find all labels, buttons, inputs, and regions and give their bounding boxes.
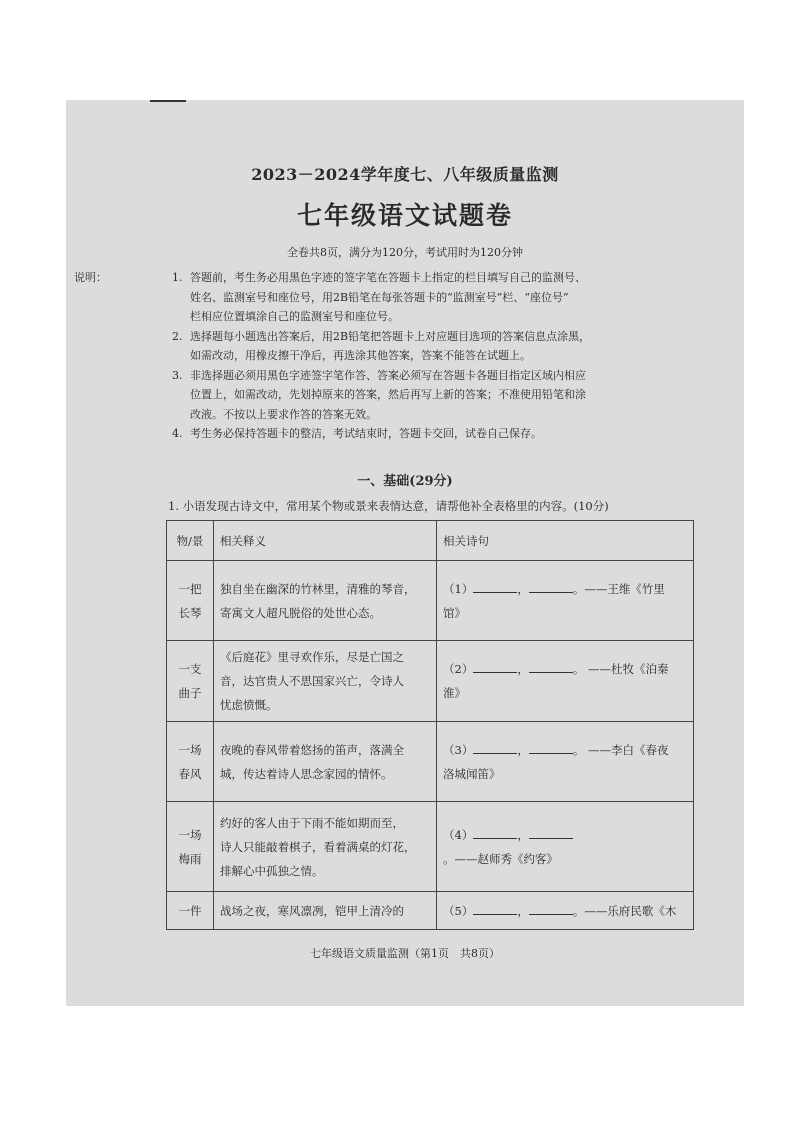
instruction-number: 1. — [172, 271, 183, 284]
instruction-line: 非选择题必须用黑色字迹签字笔作答、答案必须写在答题卡各题目指定区域内相应 — [190, 368, 586, 382]
answer-cell: （4） ，。——赵师秀《约客》 — [437, 802, 694, 892]
instruction-number: 3. — [172, 368, 183, 382]
meaning-cell: 独自坐在幽深的竹林里，清雅的琴音， 寄寓文人超凡脱俗的处世心态。 — [214, 561, 437, 641]
answer-cell: （2） ， 。 ——杜牧《泊秦 淮》 — [437, 641, 694, 722]
instruction-line: 位置上，如需改动，先划掉原来的答案，然后再写上新的答案；不准使用铅笔和涂 — [190, 388, 586, 401]
answer-blank[interactable] — [473, 904, 517, 915]
instructions — [74, 268, 732, 444]
answer-blank[interactable] — [473, 662, 517, 673]
answer-blank[interactable] — [473, 743, 517, 754]
answer-cell: （1） ， 。——王维《竹里 馆》 — [437, 561, 694, 641]
exam-title: 七年级语文试题卷 — [296, 201, 513, 230]
instruction-line: 如需改动，用橡皮擦干净后，再选涂其他答案，答案不能答在试题上。 — [190, 349, 531, 362]
instruction-number: 4. — [172, 427, 183, 440]
poetry-table — [166, 520, 694, 930]
table-row — [167, 561, 694, 641]
instruction-line: 栏相应位置填涂自己的监测室号和座位号。 — [190, 310, 399, 323]
exam-page — [66, 100, 744, 1006]
answer-cell: （5） ， 。——乐府民歌《木 — [437, 892, 694, 930]
instruction-line: 改液。不按以上要求作答的答案无效。 — [190, 407, 377, 421]
answer-blank[interactable] — [529, 582, 573, 593]
instruction-number: 2. — [172, 329, 183, 343]
instruction-item — [172, 268, 732, 327]
column-header-meaning: 相关释义 — [214, 521, 437, 561]
instruction-item — [172, 366, 732, 425]
item-cell: 一场 春风 — [167, 722, 214, 802]
answer-blank[interactable] — [473, 828, 517, 839]
meaning-cell: 战场之夜，寒风凛冽，铠甲上清冷的 — [214, 892, 437, 930]
corner-mark — [150, 100, 186, 102]
instruction-line: 选择题每小题选出答案后，用2B铅笔把答题卡上对应题目选项的答案信息点涂黑， — [190, 329, 591, 343]
answer-blank[interactable] — [529, 828, 573, 839]
meaning-cell: 夜晚的春风带着悠扬的笛声，落满全 城，传达着诗人思念家园的情怀。 — [214, 722, 437, 802]
item-cell: 一支 曲子 — [167, 641, 214, 722]
meaning-cell: 约好的客人由于下雨不能如期而至， 诗人只能敲着棋子，看着满桌的灯花， 排解心中孤独之情。 — [214, 802, 437, 892]
exam-series-title: 2023－2024学年度七、八年级质量监测 — [251, 165, 559, 184]
table-row — [167, 722, 694, 802]
page-footer: 七年级语文质量监测（第1页 共8页） — [310, 947, 500, 960]
column-header-item: 物/景 — [167, 521, 214, 561]
instruction-item — [172, 327, 732, 366]
answer-blank[interactable] — [473, 582, 517, 593]
instruction-line: 姓名、监测室号和座位号，用2B铅笔在每张答题卡的“监测室号”栏、“座位号” — [190, 290, 569, 304]
section-heading: 一、基础(29分) — [357, 474, 453, 489]
table-header-row — [167, 521, 694, 561]
answer-cell: （3） ， 。 ——李白《春夜 洛城闻笛》 — [437, 722, 694, 802]
exam-meta: 全卷共8页，满分为120分，考试用时为120分钟 — [287, 246, 523, 259]
item-cell: 一件 — [167, 892, 214, 930]
instruction-line: 答题前，考生务必用黑色字迹的签字笔在答题卡上指定的栏目填写自己的监测号、 — [190, 271, 586, 284]
item-cell: 一把 长琴 — [167, 561, 214, 641]
column-header-lines: 相关诗句 — [437, 521, 694, 561]
table-row — [167, 641, 694, 722]
meaning-cell: 《后庭花》里寻欢作乐，尽是亡国之 音，达官贵人不思国家兴亡，令诗人 忧虑愤慨。 — [214, 641, 437, 722]
instructions-label: 说明： — [74, 271, 107, 284]
answer-blank[interactable] — [529, 904, 573, 915]
item-cell: 一场 梅雨 — [167, 802, 214, 892]
question-1-prompt: 1. 小语发现古诗文中，常用某个物或景来表情达意，请帮他补全表格里的内容。(10分) — [168, 499, 609, 513]
instruction-item — [172, 424, 732, 444]
answer-blank[interactable] — [529, 662, 573, 673]
instruction-line: 考生务必保持答题卡的整洁，考试结束时，答题卡交回，试卷自己保存。 — [190, 427, 542, 440]
answer-blank[interactable] — [529, 743, 573, 754]
table-row — [167, 892, 694, 930]
table-row — [167, 802, 694, 892]
